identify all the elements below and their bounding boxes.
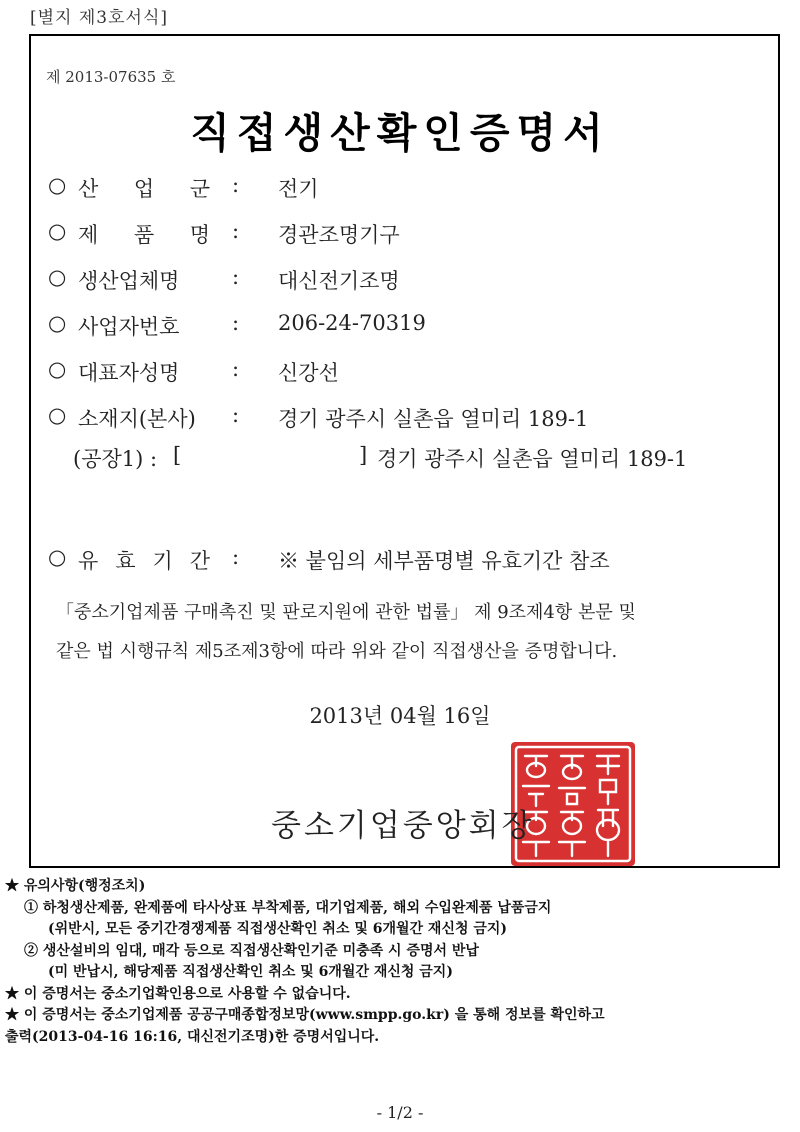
bullet-icon: ○ (48, 219, 67, 243)
certificate-title: 직접생산확인증명서 (190, 109, 610, 157)
page-number: - 1/2 - (376, 1103, 424, 1122)
notes-item-sub: (미 반납시, 해당제품 직접생산확인 취소 및 6개월간 재신청 금지) (48, 964, 453, 980)
factory-address: 경기 광주시 실촌읍 열미리 189-1 (377, 447, 688, 471)
field-value: 신강선 (278, 361, 339, 385)
notes-item: ② 생산설비의 임대, 매각 등으로 직접생산확인기준 미충족 시 증명서 반납 (24, 942, 479, 959)
field-value: 전기 (278, 177, 319, 201)
bullet-icon: ○ (48, 545, 67, 569)
field-colon: : (232, 357, 240, 381)
law-text-line: 같은 법 시행규칙 제5조제3항에 따라 위와 같이 직접생산을 증명합니다. (56, 641, 618, 662)
bullet-icon: ○ (48, 265, 67, 289)
field-label: 유 효 기 간 (78, 549, 210, 573)
factory-row (73, 443, 688, 473)
bullet-icon: ○ (48, 403, 67, 427)
issuer-name: 중소기업중앙회장 (271, 808, 535, 844)
field-colon: : (232, 311, 240, 335)
field-value: 경관조명기구 (278, 223, 400, 247)
law-text-line: 「중소기업제품 구매촉진 및 판로지원에 관한 법률」 제 9조제4항 본문 및 (56, 602, 636, 623)
notes-item: ① 하청생산제품, 완제품에 타사상표 부착제품, 대기업제품, 해외 수입완제품 납품금지 (24, 899, 552, 916)
field-label: 대표자성명 (78, 361, 180, 385)
factory-bracket-open: [ (173, 443, 182, 467)
field-value: ※ 붙임의 세부품명별 유효기간 참조 (278, 549, 610, 573)
field-label: 생산업체명 (78, 269, 180, 293)
bullet-icon: ○ (48, 173, 67, 197)
notes-item-sub: (위반시, 모든 중기간경쟁제품 직접생산확인 취소 및 6개월간 재신청 금지) (48, 921, 508, 937)
field-colon: : (232, 173, 240, 197)
notes-line: ★ 이 증명서는 중소기업확인용으로 사용할 수 없습니다. (5, 985, 351, 1002)
document-number: 제 2013-07635 호 (46, 68, 176, 86)
issue-date: 2013년 04월 16일 (309, 704, 491, 728)
bullet-icon: ○ (48, 357, 67, 381)
field-colon: : (232, 219, 240, 243)
notes-line: 출력(2013-04-16 16:16, 대신전기조명)한 증명서입니다. (5, 1028, 380, 1045)
field-value: 206-24-70319 (278, 311, 426, 335)
form-label: [별지 제3호서식] (30, 8, 169, 28)
field-value: 경기 광주시 실촌읍 열미리 189-1 (278, 407, 589, 431)
field-label: 사업자번호 (78, 315, 180, 339)
field-label: 소재지(본사) (78, 407, 196, 431)
field-label: 산 업 군 (78, 177, 210, 201)
notes-header: ★ 유의사항(행정조치) (5, 878, 146, 894)
notes-section (5, 876, 605, 1048)
factory-bracket-close: ] (359, 443, 368, 467)
bullet-icon: ○ (48, 311, 67, 335)
field-label: 제 품 명 (78, 223, 210, 247)
field-colon: : (232, 545, 240, 569)
notes-line: ★ 이 증명서는 중소기업제품 공공구매종합정보망(www.smpp.go.kr) 을 통해 정보를 확인하고 (5, 1007, 605, 1023)
factory-label: (공장1) : (73, 447, 158, 471)
field-colon: : (232, 265, 240, 289)
field-colon: : (232, 403, 240, 427)
field-value: 대신전기조명 (278, 269, 400, 293)
